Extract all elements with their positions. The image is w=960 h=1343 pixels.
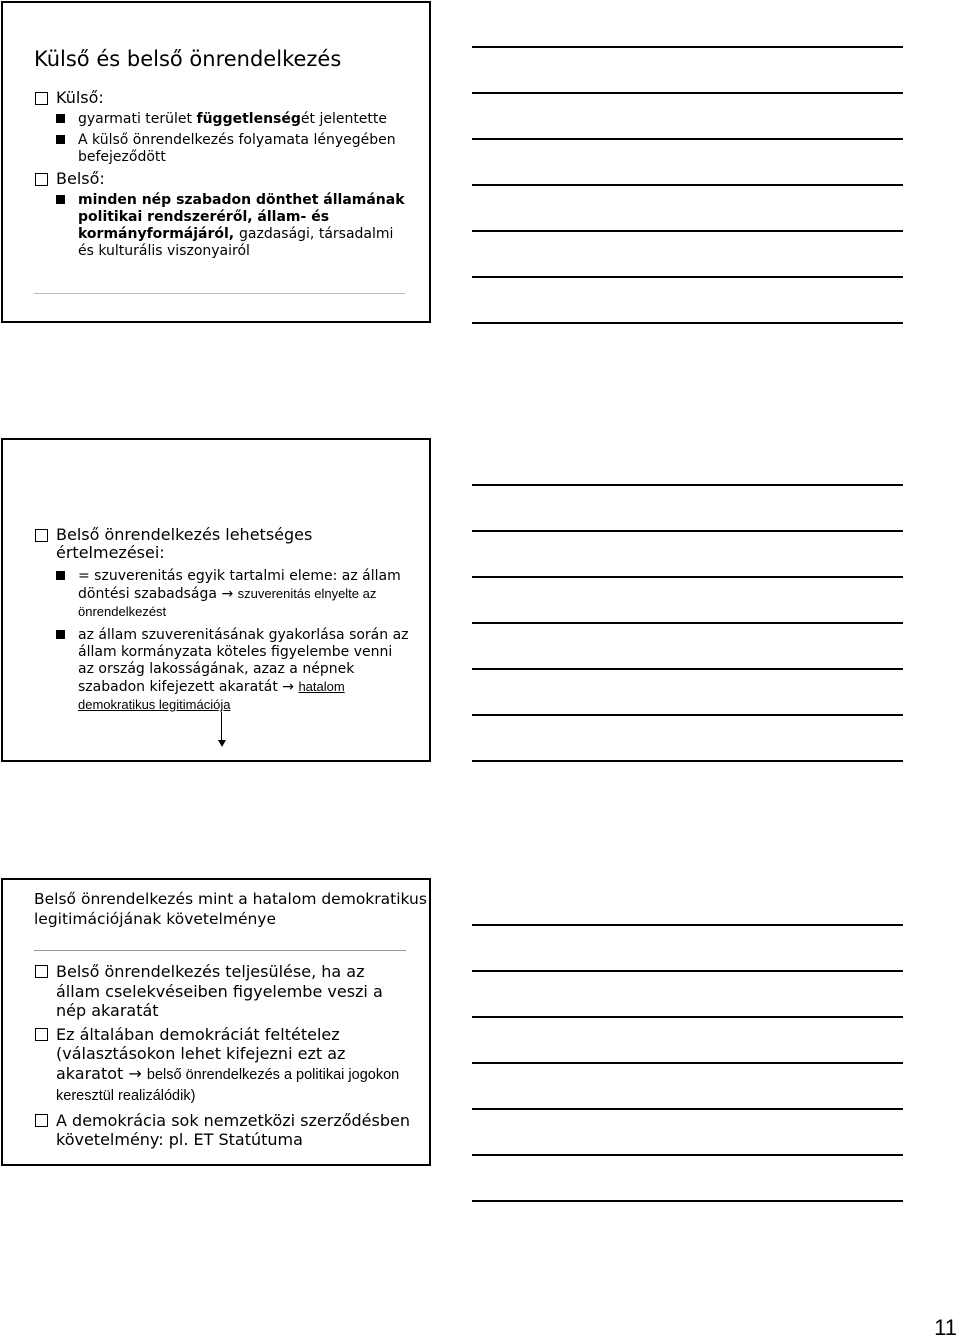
internal-item: minden nép szabadon dönthet államának politikai rendszeréről, állam- és kormányformájáról, gazdasági, társadalmi és kulturális viszonyairól <box>34 192 411 260</box>
note-line <box>472 1108 903 1110</box>
slide-1 <box>1 1 431 323</box>
hollow-square-bullet-icon <box>35 92 48 105</box>
hollow-square-bullet-icon <box>35 1028 48 1041</box>
note-line <box>472 184 903 186</box>
external-bullet: Külső: <box>34 89 411 107</box>
hollow-square-bullet-icon <box>35 529 48 542</box>
note-line <box>472 668 903 670</box>
slide-3-title: Belső önrendelkezés mint a hatalom demokratikus legitimációjának követelménye <box>34 890 427 928</box>
filled-square-bullet-icon <box>56 135 65 144</box>
slide-1-divider <box>34 293 405 294</box>
note-line <box>472 530 903 532</box>
note-line <box>472 760 903 762</box>
note-line <box>472 1200 903 1202</box>
right-arrow-icon: → <box>221 586 234 602</box>
external-item-1: gyarmati terület függetlenségét jelentette <box>34 111 411 128</box>
slide-3-bullet-3: A demokrácia sok nemzetközi szerződésben követelmény: pl. ET Statútuma <box>34 1111 411 1150</box>
internal-bullet: Belső: <box>34 170 411 188</box>
interpretation-item-2: az állam szuverenitásának gyakorlása során az állam kormányzata köteles figyelembe venni az ország lakosságának, azaz a népnek szabadon kifejezett akaratát → hatalom demokratikus legitimációja <box>34 627 411 714</box>
note-line <box>472 484 903 486</box>
note-line <box>472 970 903 972</box>
note-line <box>472 576 903 578</box>
hollow-square-bullet-icon <box>35 965 48 978</box>
slide-3-bullet-1: Belső önrendelkezés teljesülése, ha az állam cselekvéseiben figyelembe veszi a nép akaratát <box>34 962 411 1021</box>
slide-3-content <box>34 962 411 1150</box>
right-arrow-icon: → <box>282 679 294 695</box>
page-number: 11 <box>934 1315 957 1340</box>
note-line <box>472 92 903 94</box>
note-line <box>472 46 903 48</box>
slide-3-divider <box>34 950 406 951</box>
note-line <box>472 138 903 140</box>
slide-3-bullet-2: Ez általában demokráciát feltételez (választásokon lehet kifejezni ezt az akaratot → belső önrendelkezés a politikai jogokon keresztül realizálódik) <box>34 1025 411 1107</box>
note-line <box>472 1062 903 1064</box>
note-line <box>472 276 903 278</box>
note-line <box>472 1154 903 1156</box>
slide-2 <box>1 438 431 762</box>
down-arrow-icon <box>218 740 226 747</box>
filled-square-bullet-icon <box>56 114 65 123</box>
note-line <box>472 1016 903 1018</box>
note-line <box>472 622 903 624</box>
filled-square-bullet-icon <box>56 571 65 580</box>
note-line <box>472 714 903 716</box>
slide-2-content <box>34 526 411 714</box>
interpretation-item-1: = szuverenitás egyik tartalmi eleme: az állam döntési szabadsága → szuverenitás elnyelte az önrendelkezést <box>34 568 411 621</box>
hollow-square-bullet-icon <box>35 1114 48 1127</box>
slide-1-title: Külső és belső önrendelkezés <box>34 47 342 71</box>
interpretations-heading: Belső önrendelkezés lehetséges értelmezései: <box>34 526 411 562</box>
note-line <box>472 230 903 232</box>
slide-1-content <box>34 89 411 260</box>
note-line <box>472 924 903 926</box>
right-arrow-icon: → <box>128 1063 142 1083</box>
filled-square-bullet-icon <box>56 630 65 639</box>
external-item-2: A külső önrendelkezés folyamata lényegében befejeződött <box>34 132 411 166</box>
slide-3 <box>1 878 431 1166</box>
note-line <box>472 322 903 324</box>
hollow-square-bullet-icon <box>35 173 48 186</box>
filled-square-bullet-icon <box>56 195 65 204</box>
